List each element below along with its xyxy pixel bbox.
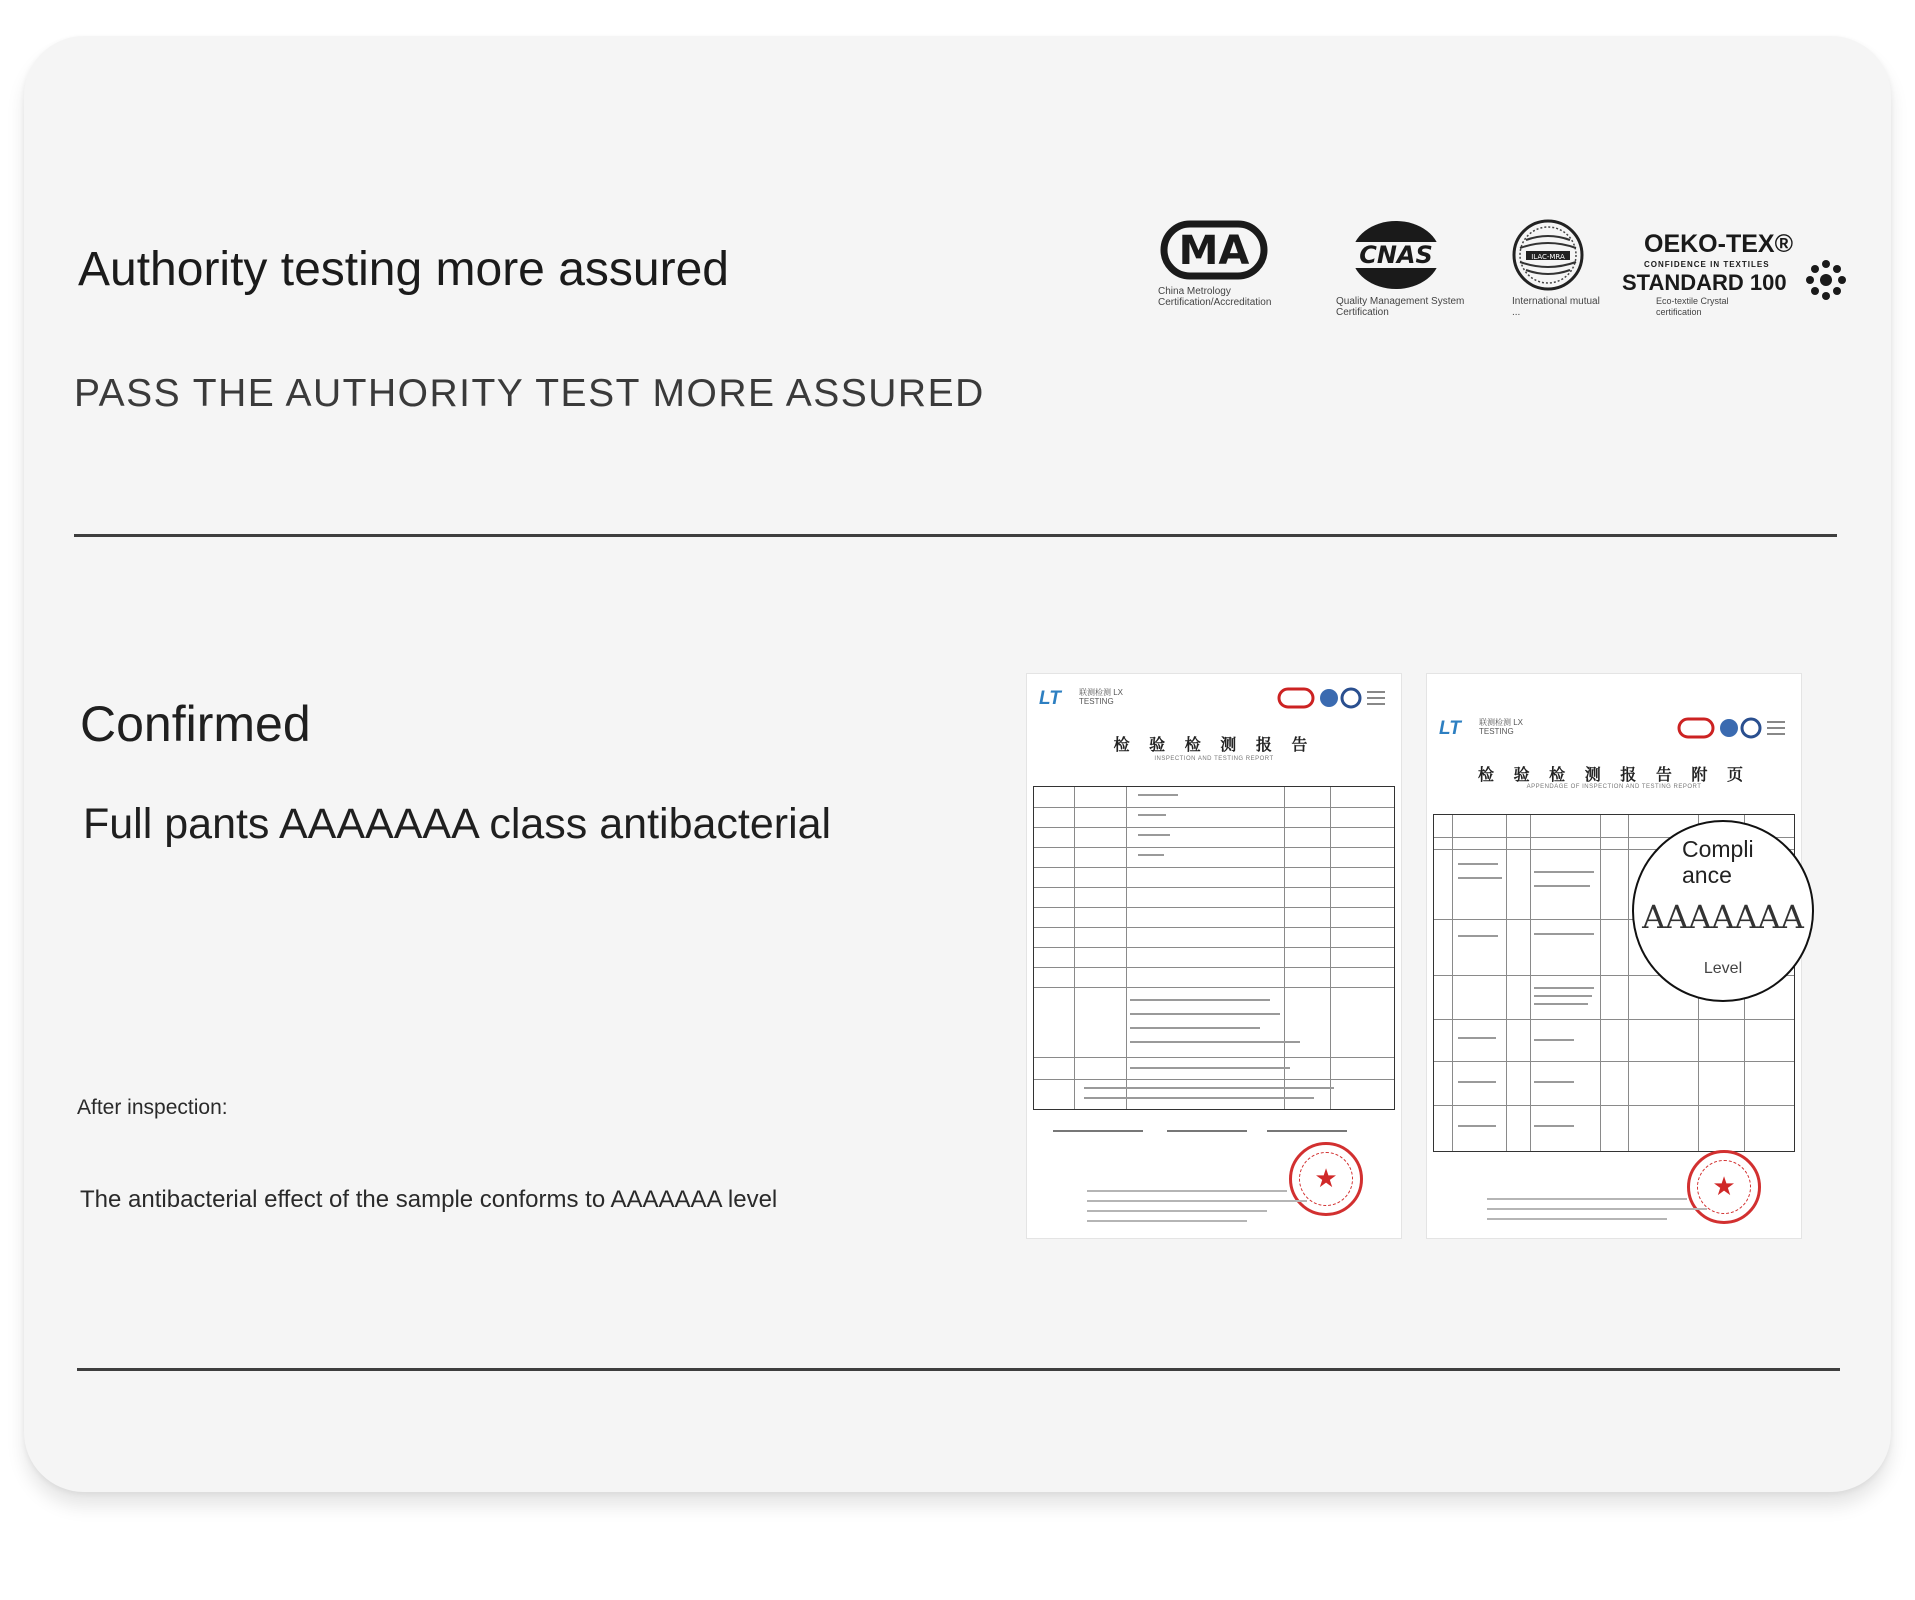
report-table [1033,786,1395,1110]
top-divider [74,534,1837,537]
report-brand-logo: LT [1039,688,1061,709]
oekotex-flower-icon [1804,258,1848,302]
inspection-result: The antibacterial effect of the sample conforms to AAAAAAA level [80,1186,778,1213]
ilac-logo-text: ILAC-MRA [1531,253,1565,261]
cnas-logo-text: CNAS [1359,241,1433,269]
official-seal: ★ [1289,1142,1363,1216]
report-brand-name: 联测检测 LX TESTING [1479,718,1524,736]
report-cert-logos-icon [1277,686,1389,710]
badge-grade: AAAAAAA [1642,898,1804,936]
cma-certification [1158,218,1318,308]
after-inspection-label: After inspection: [77,1096,228,1119]
antibacterial-claim: Full pants AAAAAAA class antibacterial [83,800,832,848]
signature-line [1053,1130,1143,1132]
cnas-logo-icon [1348,218,1444,292]
cnas-caption: Quality Management System Certification [1336,296,1465,318]
oekotex-tagline: CONFIDENCE IN TEXTILES [1644,260,1770,269]
oekotex-standard: STANDARD 100 [1622,270,1787,295]
oekotex-caption: Eco-textile Crystal certification [1656,296,1729,317]
compliance-badge [1632,820,1814,1002]
badge-level-label: Level [1703,960,1743,977]
badge-compliance-label: Compli ance [1682,836,1754,888]
report-subtitle: INSPECTION AND TESTING REPORT [1154,756,1274,762]
ilac-certification [1512,218,1602,318]
cma-logo-text: MA [1178,228,1250,274]
report-brand-logo: LT [1439,718,1461,739]
ilac-caption: International mutual ... [1512,296,1600,318]
report-brand-name: 联测检测 LX TESTING [1079,688,1124,706]
ilac-logo-icon [1512,218,1584,292]
signature-line [1267,1130,1347,1132]
report-title: 检 验 检 测 报 告 [1113,735,1315,754]
page-subheadline: PASS THE AUTHORITY TEST MORE ASSURED [74,372,985,415]
confirmed-heading: Confirmed [80,696,311,752]
report-title: 检 验 检 测 报 告 附 页 [1478,765,1750,784]
oekotex-logo-text: OEKO-TEX® [1644,230,1793,258]
cma-logo-icon [1158,218,1270,282]
test-report-page-1 [1026,673,1402,1239]
official-seal: ★ [1687,1150,1761,1224]
report-cert-logos-icon [1677,716,1789,740]
bottom-divider [77,1368,1840,1371]
oekotex-certification [1622,230,1852,318]
cma-caption: China Metrology Certification/Accreditation [1158,286,1272,308]
signature-line [1167,1130,1247,1132]
cnas-certification [1336,218,1466,318]
report-subtitle: APPENDAGE OF INSPECTION AND TESTING REPORT [1526,784,1702,790]
page-headline: Authority testing more assured [78,243,729,296]
